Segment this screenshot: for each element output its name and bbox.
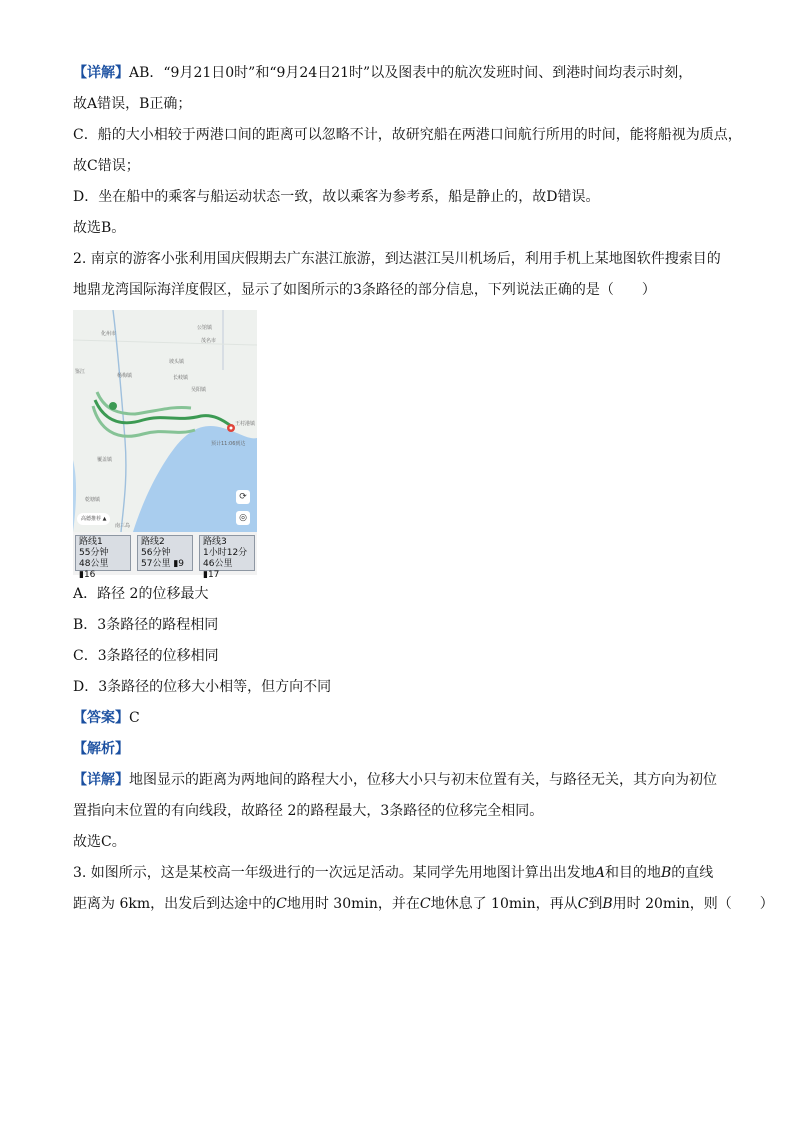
route-name: 路线1 — [79, 537, 103, 547]
route-distance: 46公里 ▮17 — [203, 559, 233, 580]
map-graphic — [73, 310, 257, 532]
route-card-1[interactable] — [75, 535, 131, 580]
answer-tag: 【答案】 — [73, 710, 129, 726]
refresh-icon[interactable]: ⟳ — [236, 490, 250, 504]
answer-line — [73, 703, 733, 734]
question-2-stem-1: 2. 南京的游客小张利用国庆假期去广东湛江旅游，到达湛江吴川机场后，利用手机上某地图软件搜索目的 — [73, 251, 721, 267]
route-distance: 57公里 ▮9 — [141, 559, 184, 569]
route-time: 56分钟 — [141, 548, 171, 558]
map-view — [73, 310, 257, 532]
map-label: 长岐镇 — [173, 375, 189, 381]
map-label: 鉴江 — [75, 369, 86, 375]
start-marker — [109, 402, 117, 410]
option-c: C．3条路径的位移相同 — [73, 648, 219, 664]
detail-1-conclusion: 故选B。 — [73, 220, 126, 236]
map-label: 公馆镇 — [197, 325, 213, 331]
route-time: 55分钟 — [79, 548, 109, 558]
answer-value: C — [129, 710, 140, 726]
route-name: 路线3 — [203, 537, 227, 547]
map-label: 王村港镇 — [235, 421, 256, 427]
route-time: 1小时12分 — [203, 548, 248, 558]
route-list — [73, 532, 257, 580]
option-a: A．路径 2的位移最大 — [73, 586, 209, 602]
route-card-2[interactable] — [137, 535, 193, 571]
detail-1-line-4: 故C错误； — [73, 158, 140, 174]
map-label: 南三岛 — [115, 523, 131, 529]
map-label: 覆盖镇 — [97, 457, 113, 463]
question-3-stem-1: 3. 如图所示，这是某校高一年级进行的一次远足活动。某同学先用地图计算出出发地A和目的地B的直线 — [73, 865, 714, 881]
map-label: 化州市 — [101, 331, 117, 337]
detail-tag: 【详解】 — [73, 65, 129, 81]
map-screenshot — [73, 310, 257, 580]
analysis-line — [73, 734, 733, 765]
detail-1-line-3: C．船的大小相较于两港口间的距离可以忽略不计，故研究船在两港口间航行所用的时间，能将船视为质点， — [73, 127, 742, 143]
locate-icon[interactable]: ◎ — [236, 511, 250, 525]
option-d: D．3条路径的位移大小相等，但方向不同 — [73, 679, 332, 695]
option-b: B．3条路径的路程相同 — [73, 617, 219, 633]
map-label: 乾塘镇 — [85, 497, 101, 503]
map-label: 吴阳镇 — [191, 387, 207, 393]
detail-1-line-1: 【详解】AB．“9月21日0时”和“9月24日21时”以及图表中的航次发班时间、到港时间均表示时刻， — [73, 65, 693, 81]
detail-2-conclusion: 故选C。 — [73, 834, 126, 850]
detail-1-line-2: 故A错误，B正确； — [73, 96, 192, 112]
detail-2-line-2: 置指向末位置的有向线段，故路径 2的路程最大，3条路径的位移完全相同。 — [73, 803, 544, 819]
detail-1-line-5: D．坐在船中的乘客与船运动状态一致，故以乘客为参考系，船是静止的，故D错误。 — [73, 189, 600, 205]
route-recommend-chip[interactable]: 高德推荐 ▲ — [77, 513, 110, 525]
route-name: 路线2 — [141, 537, 165, 547]
detail-tag: 【详解】 — [73, 772, 129, 788]
question-2-stem-2: 地鼎龙湾国际海洋度假区，显示了如图所示的3条路径的部分信息，下列说法正确的是（ ） — [73, 282, 656, 298]
question-3-stem-2: 距离为 6km，出发后到达途中的C地用时 30min，并在C地休息了 10min，再从C到B用时 20min，则（ ） — [73, 896, 774, 912]
map-label: 坡头镇 — [169, 359, 185, 365]
document-page — [73, 58, 774, 920]
eta-label: 预计11:06到达 — [211, 441, 246, 447]
map-label: 杨梅镇 — [117, 373, 133, 379]
analysis-tag: 【解析】 — [73, 741, 129, 757]
route-card-3[interactable] — [199, 535, 255, 580]
route-distance: 48公里 ▮16 — [79, 559, 109, 580]
map-label: 茂名市 — [201, 338, 217, 344]
detail-2-line-1: 【详解】地图显示的距离为两地间的路程大小，位移大小只与初末位置有关，与路径无关，其方向为初位 — [73, 772, 717, 788]
